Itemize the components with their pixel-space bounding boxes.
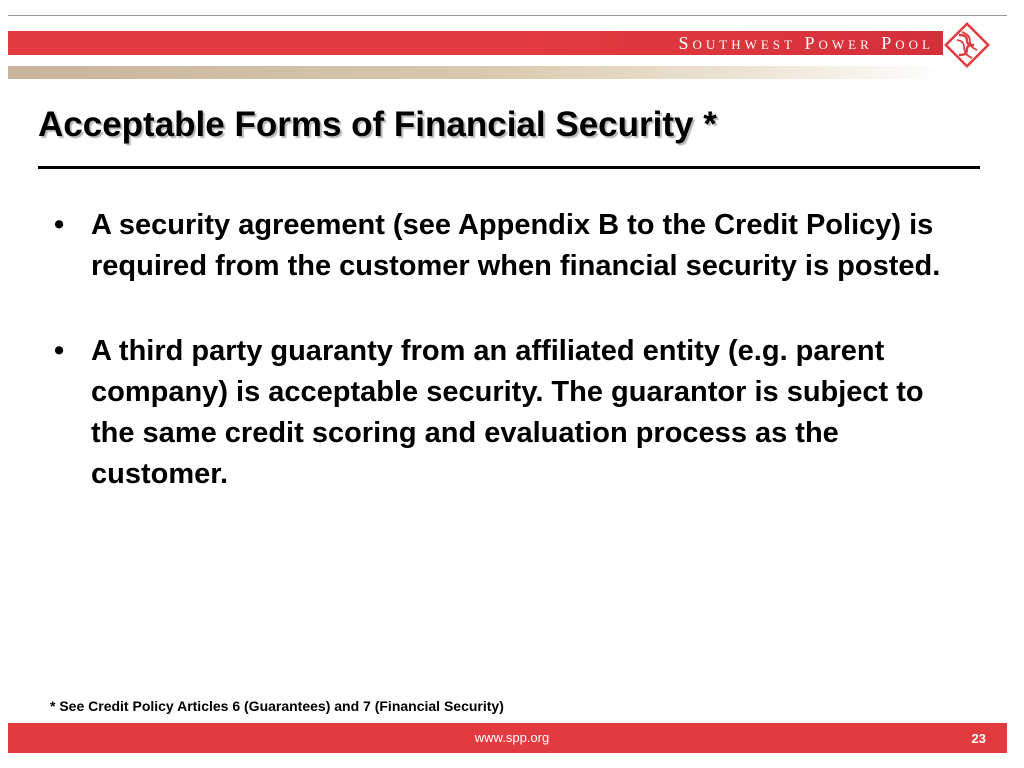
- bullet-text: A security agreement (see Appendix B to the Credit Policy) is required from the customer when financial security is posted.: [91, 209, 941, 282]
- bullet-item: [54, 205, 954, 287]
- page-number: 23: [971, 731, 986, 746]
- footnote: * See Credit Policy Articles 6 (Guarantees) and 7 (Financial Security): [50, 698, 504, 714]
- top-divider: [8, 15, 1007, 16]
- brand-name: Southwest Power Pool: [678, 33, 934, 53]
- bullet-symbol: •: [54, 335, 65, 367]
- footer-url: www.spp.org: [474, 730, 550, 745]
- title-underline: [38, 166, 980, 169]
- bullet-symbol: •: [54, 209, 65, 241]
- accent-band: [8, 66, 948, 79]
- spp-logo-icon: [944, 22, 990, 68]
- slide-title: Acceptable Forms of Financial Security *: [38, 105, 717, 144]
- bullet-list: [54, 205, 954, 539]
- bullet-item: [54, 331, 954, 495]
- bullet-text: A third party guaranty from an affiliated entity (e.g. parent company) is acceptable security. The guarantor is subject to the same credit scoring and evaluation process as the customer.: [91, 335, 924, 490]
